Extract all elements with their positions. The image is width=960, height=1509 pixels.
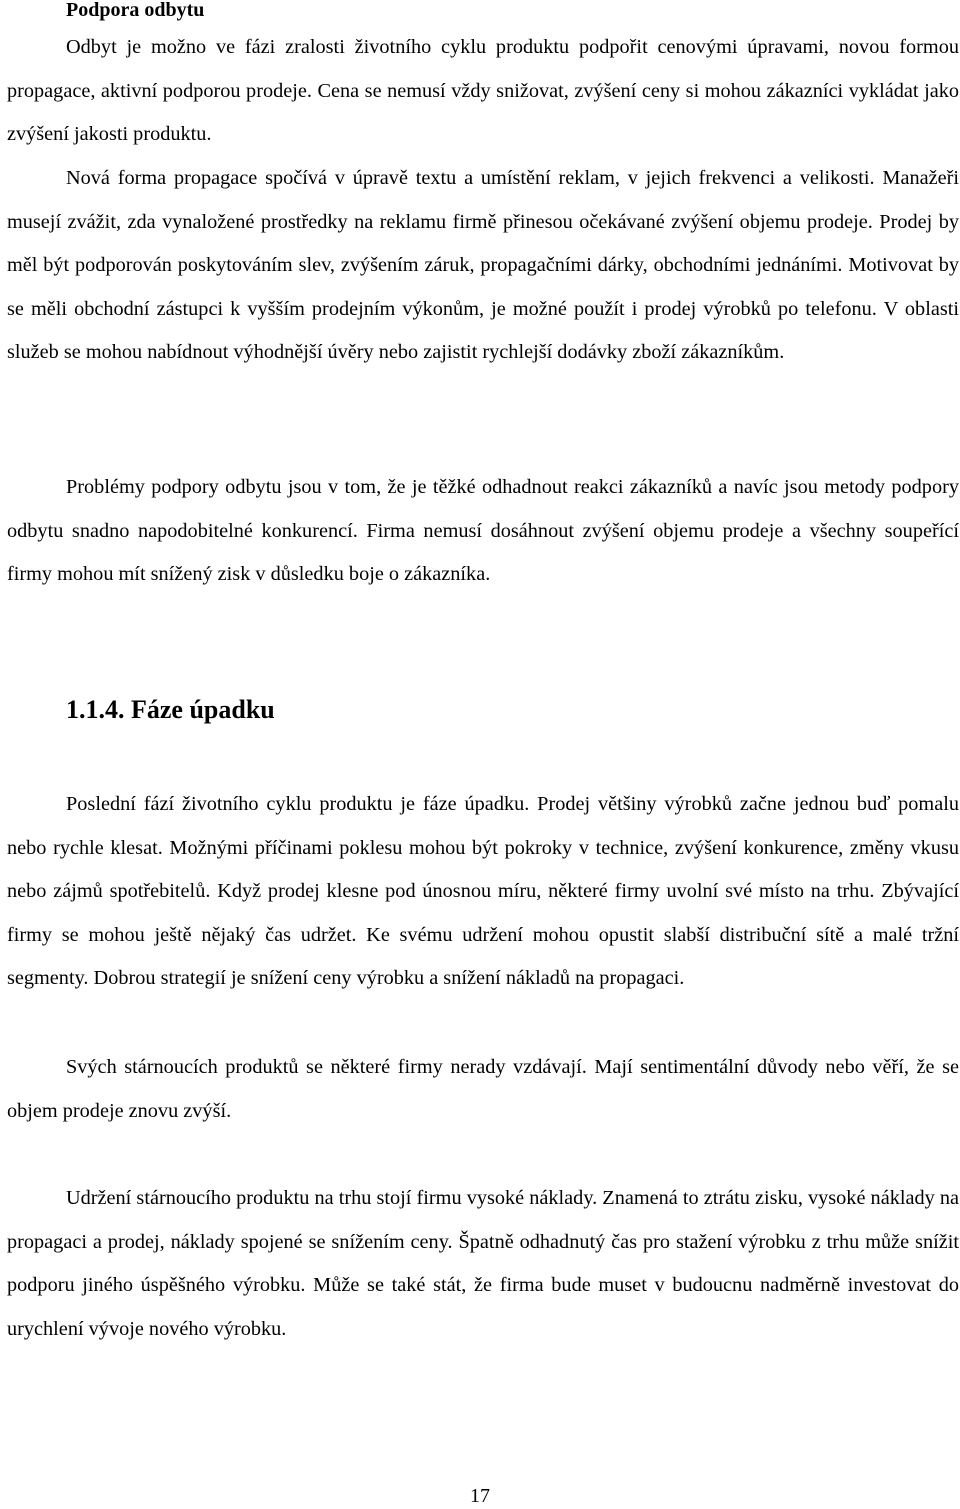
page-number: 17 <box>470 1485 490 1507</box>
paragraph-new-promotion: Nová forma propagace spočívá v úpravě textu a umístění reklam, v jejich frekvenci a velikosti. Manažeři musejí zvážit, zda vynaložené prostředky na reklamu firmě přinesou očekávané zvýšení objemu prodeje. Prodej by měl být podporován poskytováním slev, zvýšením záruk, propagačními dárky, obchodními jednáními. Motivovat by se měli obchodní zástupci k vyšším prodejním výkonům, je možné použít i prodej výrobků po telefonu. V oblasti služeb se mohou nabídnout výhodnější úvěry nebo zajistit rychlejší dodávky zboží zákazníkům. <box>7 167 959 363</box>
section-title <box>66 690 275 730</box>
paragraph-retention-costs: Udržení stárnoucího produktu na trhu stojí firmu vysoké náklady. Znamená to ztrátu zisku, vysoké náklady na propagaci a prodej, náklady spojené se snížením ceny. Špatně odhadnutý čas pro stažení výrobku z trhu může snížit podporu jiného úspěšného výrobku. Může se také stát, že firma bude muset v budoucnu nadměrně investovat do urychlení vývoje nového výrobku. <box>7 1187 959 1340</box>
paragraph-decline-phase: Poslední fází životního cyklu produktu je fáze úpadku. Prodej většiny výrobků začne jednou buď pomalu nebo rychle klesat. Možnými příčinami poklesu mohou být pokroky v technice, zvýšení konkurence, změny vkusu nebo zájmů spotřebitelů. Když prodej klesne pod únosnou míru, některé firmy uvolní své místo na trhu. Zbývající firmy se mohou ještě nějaký čas udržet. Ke svému udržení mohou opustit slabší distribuční sítě a malé tržní segmenty. Dobrou strategií je snížení ceny výrobku a snížení nákladů na propagaci. <box>7 793 959 989</box>
paragraph-aging-products: Svých stárnoucích produktů se některé firmy nerady vzdávají. Mají sentimentální důvody nebo věří, že se objem prodeje znovu zvýší. <box>7 1056 959 1122</box>
section-name: Fáze úpadku <box>131 695 275 724</box>
paragraph-price-adjustments: Odbyt je možno ve fázi zralosti životního cyklu produktu podpořit cenovými úpravami, novou formou propagace, aktivní podporou prodeje. Cena se nemusí vždy snižovat, zvýšení ceny si mohou zákazníci vykládat jako zvýšení jakosti produktu. <box>7 36 959 145</box>
subsection-heading: Podpora odbytu <box>66 0 205 21</box>
section-number: 1.1.4. <box>66 695 125 724</box>
paragraph-promotion-problems: Problémy podpory odbytu jsou v tom, že je těžké odhadnout reakci zákazníků a navíc jsou metody podpory odbytu snadno napodobitelné konkurencí. Firma nemusí dosáhnout zvýšení objemu prodeje a všechny soupeřící firmy mohou mít snížený zisk v důsledku boje o zákazníka. <box>7 476 959 585</box>
